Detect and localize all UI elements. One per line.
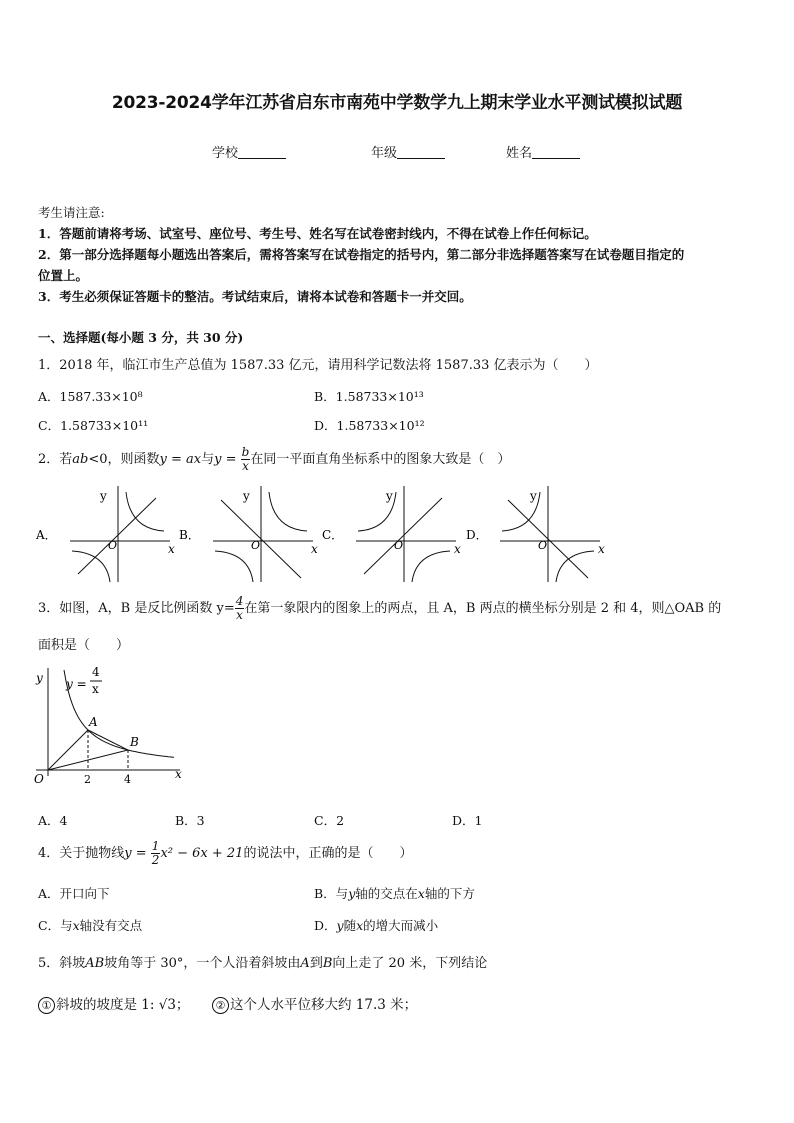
q3-option-b[interactable]: B．3 [175, 813, 205, 828]
q4-option-d[interactable]: D．y随x的增大而减小 [314, 918, 439, 933]
q2-option-graph-b [179, 486, 318, 582]
q2-option-label: B． [179, 528, 200, 542]
q2-option-label: D． [466, 528, 488, 542]
grade-field[interactable] [371, 142, 445, 161]
question-3-stem-cont: 面积是（ ） [38, 638, 130, 653]
function-label-numerator: 4 [92, 665, 100, 679]
grade-label: 年级 [371, 146, 398, 161]
name-label: 姓名 [506, 146, 533, 161]
circled-1: ① [38, 997, 55, 1014]
notice-item-2-cont: 位置上。 [38, 268, 89, 283]
hyperbola-branch [126, 492, 164, 531]
q4-option-a[interactable]: A．开口向下 [38, 886, 110, 901]
origin-label: O [34, 772, 44, 786]
y-axis-label: y [243, 489, 250, 503]
hyperbola-branch [412, 551, 450, 582]
q2-option-graph-a [35, 486, 175, 582]
linear-graph [78, 498, 156, 574]
question-2-stem: 2．若ab<0，则函数y = ax与y = $\frac{b}{x}$ 在同一平面直角坐标系中的图象大致是（ ） [38, 445, 511, 473]
y-axis-label: y [530, 489, 537, 503]
notice-item-3: 3．考生必须保证答题卡的整洁。考试结束后，请将本试卷和答题卡一并交回。 [38, 289, 472, 304]
notice-item-2: 2．第一部分选择题每小题选出答案后，需将答案写在试卷指定的括号内，第二部分非选择题答案写在试卷题目指定的 [38, 247, 685, 262]
function-label-y: y = [66, 677, 87, 691]
q1-option-d[interactable]: D．1.58733×10¹² [314, 418, 425, 433]
q4-option-b[interactable]: B．与y轴的交点在x轴的下方 [314, 886, 475, 901]
x-axis-label: x [454, 542, 461, 556]
question-5-stem: 5．斜坡AB坡角等于 30°，一个人沿着斜坡由A到B向上走了 20 米，下列结论 [38, 956, 488, 971]
y-axis-label: y [100, 489, 107, 503]
question-4-stem: 4．关于抛物线y = $\frac{1}{2}$ x² − 6x + 21的说法中，正确的是（ ） [38, 839, 413, 867]
section-heading: 一、选择题(每小题 3 分，共 30 分) [38, 330, 244, 345]
segment-ab [88, 730, 128, 750]
origin-label: O [108, 539, 118, 552]
question-3-stem: 3．如图，A，B 是反比例函数 y= $\frac{4}{x}$ 在第一象限内的图象上的两点，且 A，B 两点的横坐标分别是 2 和 4，则△OAB 的 [38, 594, 722, 622]
q3-option-c[interactable]: C．2 [314, 813, 345, 828]
hyperbola-branch [72, 551, 110, 582]
hyperbola-branch [215, 551, 253, 582]
q3-figure [30, 660, 190, 785]
hyperbola-branch [269, 492, 307, 531]
tick-label-4: 4 [124, 773, 131, 786]
function-label-denominator: x [92, 682, 99, 696]
tick-label-2: 2 [84, 773, 91, 786]
linear-graph [364, 498, 442, 574]
origin-label: O [251, 539, 261, 552]
notice-item-1: 1．答题前请将考场、试室号、座位号、考生号、姓名写在试卷密封线内，不得在试卷上作任何标记。 [38, 226, 597, 241]
grade-blank[interactable] [397, 144, 445, 159]
q4-option-c[interactable]: C．与x轴没有交点 [38, 918, 143, 933]
x-axis-label: x [168, 542, 175, 556]
q2-option-graph-c [322, 486, 461, 582]
origin-label: O [394, 539, 404, 552]
x-axis-label: x [311, 542, 318, 556]
page-title: 2023-2024学年江苏省启东市南苑中学数学九上期末学业水平测试模拟试题 [111, 93, 683, 113]
hyperbola-branch [556, 551, 594, 582]
point-b-label: B [130, 735, 139, 749]
point-a-label: A [89, 715, 98, 729]
origin-label: O [538, 539, 548, 552]
school-field[interactable] [212, 142, 286, 161]
school-label: 学校 [212, 146, 239, 161]
name-blank[interactable] [532, 144, 580, 159]
q2-graph-options [30, 478, 605, 588]
q1-option-c[interactable]: C．1.58733×10¹¹ [38, 418, 149, 433]
q2-option-graph-d [466, 486, 605, 582]
school-blank[interactable] [238, 144, 286, 159]
y-axis-label: y [36, 671, 43, 685]
x-axis-label: x [598, 542, 605, 556]
y-axis-label: y [386, 489, 393, 503]
question-1-stem: 1．2018 年，临江市生产总值为 1587.33 亿元，请用科学记数法将 1587.33 亿表示为（ ） [38, 358, 598, 373]
q2-option-label: A． [36, 528, 57, 542]
q1-option-b[interactable]: B．1.58733×10¹³ [314, 389, 424, 404]
q3-option-a[interactable]: A．4 [38, 813, 68, 828]
question-5-statements: ① 斜坡的坡度是 1: √3； ② 这个人水平位移大约 17.3 米； [38, 993, 417, 1014]
q3-option-d[interactable]: D．1 [452, 813, 483, 828]
notice-heading: 考生请注意: [38, 205, 105, 220]
q1-option-a[interactable]: A．1587.33×10⁸ [38, 389, 143, 404]
x-axis-label: x [175, 767, 182, 781]
segment-oa [48, 730, 88, 770]
q2-option-label: C． [322, 528, 344, 542]
circled-2: ② [212, 997, 229, 1014]
name-field[interactable] [506, 142, 580, 161]
